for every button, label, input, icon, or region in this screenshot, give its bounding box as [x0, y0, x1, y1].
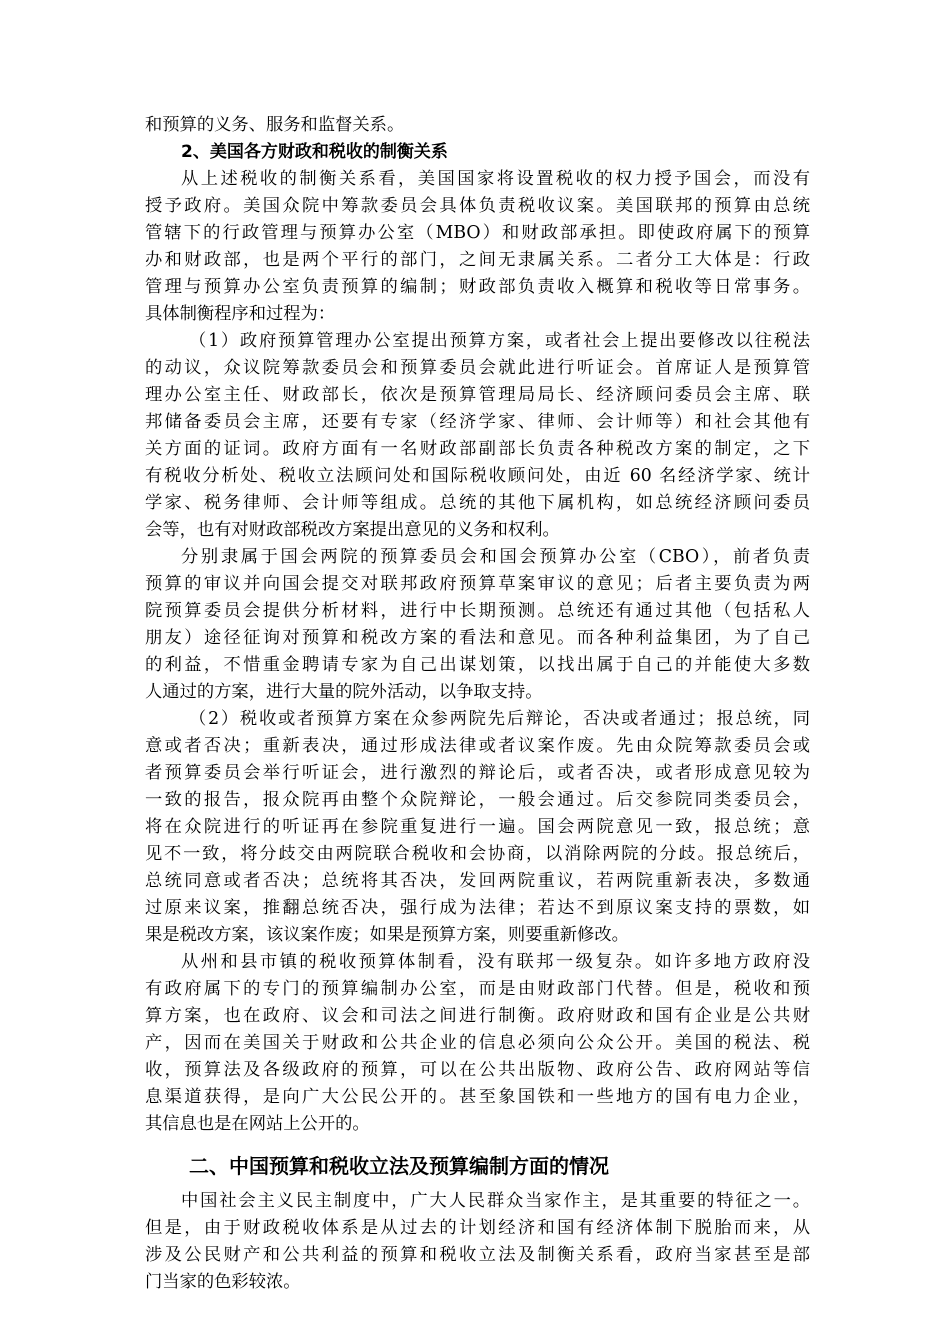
paragraph-4 [145, 706, 810, 949]
text-line: 产，因而在美国关于财政和公共企业的信息必须向公众公开。美国的税法、税 [145, 1033, 810, 1053]
text-line: 算方案，也在政府、议会和司法之间进行制衡。政府财政和国有企业是公共财 [145, 1006, 810, 1026]
text-line: 人通过的方案，进行大量的院外活动，以争取支持。 [145, 682, 543, 702]
text-line: 管理与预算办公室负责预算的编制；财政部负责收入概算和税收等日常事务。 [145, 277, 810, 297]
text-line: （1）政府预算管理办公室提出预算方案，或者社会上提出要修改以往税法 [189, 331, 810, 351]
text-line: 的动议，众议院筹款委员会和预算委员会就此进行听证会。首席证人是预算管 [145, 358, 810, 378]
text-line: 见不一致，将分歧交由两院联合税收和会协商，以消除两院的分歧。报总统后， [145, 844, 810, 864]
text-line: 其信息也是在网站上公开的。 [145, 1114, 370, 1134]
text-line: 将在众院进行的听证再在参院重复进行一遍。国会两院意见一致，报总统；意 [145, 817, 810, 837]
text-line: 朋友）途径征询对预算和税改方案的看法和意见。而各种利益集团，为了自己 [145, 628, 810, 648]
text-line: （2）税收或者预算方案在众参两院先后辩论，否决或者通过；报总统，同 [189, 709, 810, 729]
text-line: 理办公室主任、财政部长，依次是预算管理局局长、经济顾问委员会主席、联 [145, 385, 810, 405]
paragraph-3 [145, 544, 810, 706]
chapter-heading: 二、中国预算和税收立法及预算编制方面的情况 [189, 1154, 609, 1178]
text-line: 院预算委员会提供分析材料，进行中长期预测。总统还有通过其他（包括私人 [145, 601, 810, 621]
text-line: 管辖下的行政管理与预算办公室（MBO）和财政部承担。即使政府属下的预算 [145, 223, 810, 243]
text-line: 但是，由于财政税收体系是从过去的计划经济和国有经济体制下脱胎而来，从 [145, 1218, 810, 1238]
text-line: 办和财政部，也是两个平行的部门，之间无隶属关系。二者分工大体是：行政 [145, 250, 810, 270]
paragraph-5 [145, 949, 810, 1138]
text-line: 的利益，不惜重金聘请专家为自己出谋划策，以找出属于自己的并能使大多数 [145, 655, 810, 675]
paragraph-1 [145, 166, 810, 328]
text-line: 收，预算法及各级政府的预算，可以在公共出版物、政府公告、政府网站等信 [145, 1060, 810, 1080]
text-line: 门当家的色彩较浓。 [145, 1272, 301, 1292]
text-line: 中国社会主义民主制度中，广大人民群众当家作主，是其重要的特征之一。 [181, 1191, 810, 1211]
text-line: 有政府属下的专门的预算编制办公室，而是由财政部门代替。但是，税收和预 [145, 979, 810, 999]
text-line: 息渠道获得，是向广大公民公开的。甚至象国铁和一些地方的国有电力企业， [145, 1087, 810, 1107]
paragraph-2 [145, 328, 810, 544]
text-line: 者预算委员会举行听证会，进行激烈的辩论后，或者否决，或者形成意见较为 [145, 763, 810, 783]
text-line: 关方面的证词。政府方面有一名财政部副部长负责各种税改方案的制定，之下 [145, 439, 810, 459]
text-line: 预算的审议并向国会提交对联邦政府预算草案审议的意见；后者主要负责为两 [145, 574, 810, 594]
text-line: 会等，也有对财政部税改方案提出意见的义务和权利。 [145, 520, 560, 540]
text-line: 分别隶属于国会两院的预算委员会和国会预算办公室（CBO），前者负责 [181, 547, 810, 567]
text-line: 过原来议案，推翻总统否决，强行成为法律；若达不到原议案支持的票数，如 [145, 898, 810, 918]
text-line: 总统同意或者否决；总统将其否决，发回两院重议，若两院重新表决，多数通 [145, 871, 810, 891]
text-line: 意或者否决；重新表决，通过形成法律或者议案作废。先由众院筹款委员会或 [145, 736, 810, 756]
text-line: 从上述税收的制衡关系看，美国国家将设置税收的权力授予国会，而没有 [181, 169, 810, 189]
paragraph-6 [145, 1188, 810, 1296]
text-line: 果是税改方案，该议案作废；如果是预算方案，则要重新修改。 [145, 925, 629, 945]
text-line: 授予政府。美国众院中筹款委员会具体负责税收议案。美国联邦的预算由总统 [145, 196, 810, 216]
text-line: 具体制衡程序和过程为： [145, 304, 336, 324]
text-line: 从州和县市镇的税收预算体制看，没有联邦一级复杂。如许多地方政府没 [181, 952, 810, 972]
text-line: 一致的报告，报众院再由整个众院辩论，一般会通过。后交参院同类委员会， [145, 790, 810, 810]
text-line: 和预算的义务、服务和监督关系。 [145, 115, 405, 135]
text-line: 邦储备委员会主席，还要有专家（经济学家、律师、会计师等）和社会其他有 [145, 412, 810, 432]
text-line: 有税收分析处、税收立法顾问处和国际税收顾问处，由近 60 名经济学家、统计 [145, 466, 810, 486]
text-line: 涉及公民财产和公共利益的预算和税收立法及制衡关系看，政府当家甚至是部 [145, 1245, 810, 1265]
text-line: 学家、税务律师、会计师等组成。总统的其他下属机构，如总统经济顾问委员 [145, 493, 810, 513]
document-body [145, 112, 810, 1296]
section-heading: 2、美国各方财政和税收的制衡关系 [181, 142, 448, 162]
